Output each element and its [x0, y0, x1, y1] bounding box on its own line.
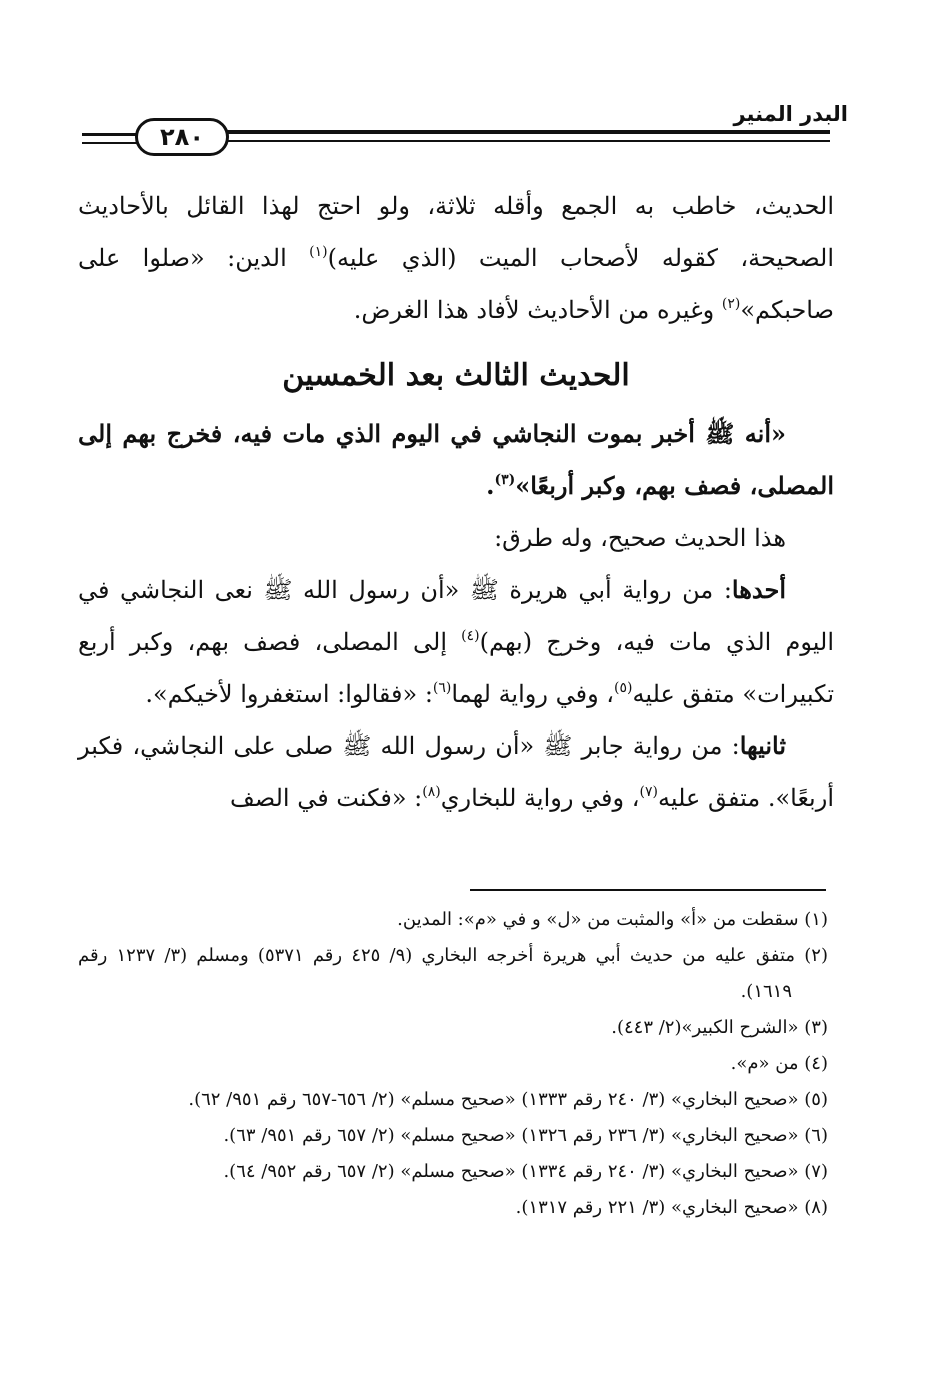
footnote-item: (٨) «صحيح البخاري» (٣/ ٢٢١ رقم ١٣١٧). [515, 1197, 828, 1218]
second-route-paragraph: ثانيها: من رواية جابر ﷺ «أن رسول الله ﷺ صلى على النجاشي، فكبر أربعًا». متفق عليه$^{(٧)}$، وفي رواية للبخاري$^{(٨)}$: «فكنت في الصف [78, 731, 834, 812]
main-text [78, 180, 834, 824]
footnote-ref[interactable]: (٣) [494, 472, 516, 488]
status-line: هذا الحديث صحيح، وله طرق: [494, 524, 786, 552]
section-heading: الحديث الثالث بعد الخمسين [282, 358, 630, 393]
footnote-ref[interactable]: (٨) [422, 784, 441, 800]
hadith-text: «أنه ﷺ أخبر بموت النجاشي في اليوم الذي مات فيه، فخرج بهم إلى المصلى، فصف بهم، وكبر أربعًا»$^{(٣)}$. [78, 419, 834, 500]
route-label: ثانيها [739, 731, 786, 760]
intro-paragraph: الحديث، خاطب به الجمع وأقله ثلاثة، ولو احتج لهذا القائل بالأحاديث الصحيحة، كقوله لأصحاب الميت (الذي عليه)$^{(١)}$ الدين: «صلوا على صاحبكم»$^{(٢)}$ وغيره من الأحاديث لأفاد هذا الغرض. [78, 192, 835, 324]
footnote-ref[interactable]: (٦) [432, 680, 452, 696]
first-route-paragraph: أحدها: من رواية أبي هريرة ﷺ «أن رسول الله ﷺ نعى النجاشي في اليوم الذي مات فيه، وخرج (بهم)$^{(٤)}$ إلى المصلى، فصف بهم، وكبر أربع تكبيرات» متفق عليه$^{(٥)}$، وفي رواية لهما$^{(٦)}$: «فقالوا: استغفروا لأخيكم». [78, 575, 834, 708]
footnote-ref[interactable]: (٥) [614, 680, 633, 696]
footnote-ref[interactable]: (٤) [461, 628, 480, 644]
footnote-item: (٧) «صحيح البخاري» (٣/ ٢٤٠ رقم ١٣٣٤) «صحيح مسلم» (٢/ ٦٥٧ رقم ٩٥٢/ ٦٤). [223, 1161, 828, 1182]
footnote-item: (٤) من «م». [730, 1053, 828, 1074]
page-number: ٢٨٠ [135, 118, 229, 156]
footnote-separator [470, 889, 826, 891]
header-rule-thin [140, 140, 830, 142]
footnote-item: (٣) «الشرح الكبير»(٢/ ٤٤٣). [611, 1017, 828, 1038]
footnote-item: (٦) «صحيح البخاري» (٣/ ٢٣٦ رقم ١٣٢٦) «صحيح مسلم» (٢/ ٦٥٧ رقم ٩٥١/ ٦٣). [223, 1125, 828, 1146]
footnotes-list [78, 902, 828, 1226]
footnote-ref[interactable]: (١) [309, 244, 328, 260]
footnote-ref[interactable]: (٢) [721, 296, 741, 312]
footnote-item: (١) سقطت من «أ» والمثبت من «ل» و في «م»: المدين. [397, 909, 828, 930]
page-number-rule-thin [82, 142, 142, 144]
footnote-ref[interactable]: (٧) [639, 784, 658, 800]
route-label: أحدها [731, 575, 786, 604]
running-title: البدر المنير [733, 102, 848, 126]
footnote-item: (٥) «صحيح البخاري» (٣/ ٢٤٠ رقم ١٣٣٣) «صحيح مسلم» (٢/ ٦٥٦-٦٥٧ رقم ٩٥١/ ٦٢). [188, 1089, 828, 1110]
page-number-rule [82, 133, 142, 136]
footnote-item: (٢) متفق عليه من حديث أبي هريرة أخرجه البخاري (٩/ ٤٢٥ رقم ٥٣٧١) ومسلم (٣/ ١٢٣٧ رقم ١٦١٩). [78, 945, 828, 1002]
header-rule-thick [140, 130, 830, 134]
